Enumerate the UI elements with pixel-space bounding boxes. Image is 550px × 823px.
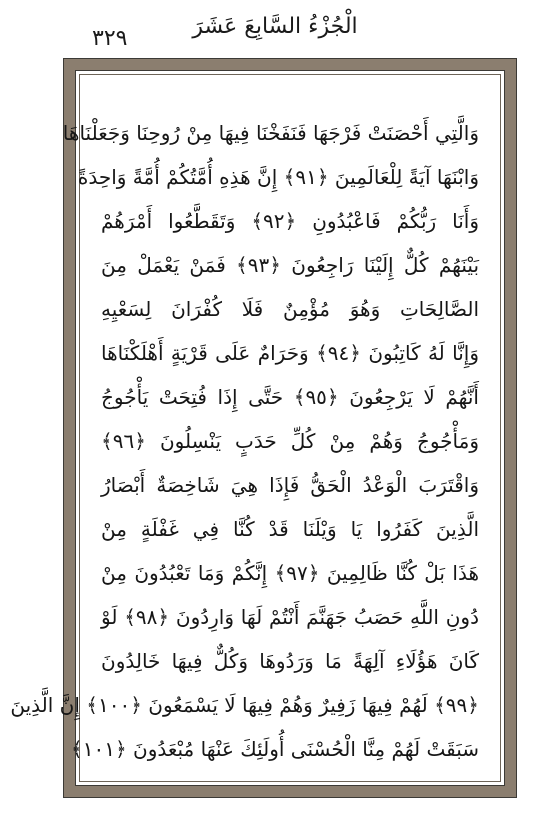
text-line-12: دُونِ اللَّهِ حَصَبُ جَهَنَّمَ أَنْتُمْ لَهَا وَارِدُونَ ﴿٩٨﴾ لَوْ	[101, 605, 479, 629]
text-line-1: وَالَّتِي أَحْصَنَتْ فَرْجَهَا فَنَفَخْنَا فِيهَا مِنْ رُوحِنَا وَجَعَلْنَاهَا	[62, 121, 479, 145]
text-line-13: كَانَ هَؤُلَاءِ آلِهَةً مَا وَرَدُوهَا وَكُلٌّ فِيهَا خَالِدُونَ	[101, 649, 479, 673]
page-header	[0, 0, 550, 60]
text-line-15: سَبَقَتْ لَهُمْ مِنَّا الْحُسْنَى أُولَئِكَ عَنْهَا مُبْعَدُونَ ﴿١٠١﴾	[70, 737, 479, 761]
verse-text	[10, 111, 480, 765]
text-line-3: وَأَنَا رَبُّكُمْ فَاعْبُدُونِ ﴿٩٢﴾ وَتَقَطَّعُوا أَمْرَهُمْ	[101, 209, 479, 233]
text-line-5: الصَّالِحَاتِ وَهُوَ مُؤْمِنٌ فَلَا كُفْرَانَ لِسَعْيِهِ	[101, 297, 479, 321]
text-line-8: وَمَأْجُوجُ وَهُمْ مِنْ كُلِّ حَدَبٍ يَنْسِلُونَ ﴿٩٦﴾	[101, 429, 479, 453]
text-line-9: وَاقْتَرَبَ الْوَعْدُ الْحَقُّ فَإِذَا هِيَ شَاخِصَةٌ أَبْصَارُ	[101, 473, 479, 497]
page-frame	[10, 58, 517, 798]
text-line-7: أَنَّهُمْ لَا يَرْجِعُونَ ﴿٩٥﴾ حَتَّى إِذَا فُتِحَتْ يَأْجُوجُ	[101, 385, 479, 409]
text-line-6: وَإِنَّا لَهُ كَاتِبُونَ ﴿٩٤﴾ وَحَرَامٌ عَلَى قَرْيَةٍ أَهْلَكْنَاهَا	[101, 341, 479, 365]
text-line-14: ﴿٩٩﴾ لَهُمْ فِيهَا زَفِيرٌ وَهُمْ فِيهَا لَا يَسْمَعُونَ ﴿١٠٠﴾ إِنَّ الَّذِينَ	[10, 693, 479, 717]
text-line-10: الَّذِينَ كَفَرُوا يَا وَيْلَنَا قَدْ كُنَّا فِي غَفْلَةٍ مِنْ	[101, 517, 479, 541]
text-line-11: هَذَا بَلْ كُنَّا ظَالِمِينَ ﴿٩٧﴾ إِنَّكُمْ وَمَا تَعْبُدُونَ مِنْ	[101, 561, 479, 585]
text-panel	[10, 70, 505, 786]
text-line-2: وَابْنَهَا آيَةً لِلْعَالَمِينَ ﴿٩١﴾ إِنَّ هَذِهِ أُمَّتُكُمْ أُمَّةً وَاحِدَةً	[77, 165, 479, 189]
juz-title: الْجُزْءُ السَّابِعَ عَشَرَ	[192, 14, 358, 39]
text-line-4: بَيْنَهُمْ كُلٌّ إِلَيْنَا رَاجِعُونَ ﴿٩٣﴾ فَمَنْ يَعْمَلْ مِنَ	[101, 253, 480, 277]
page-number: ٣٢٩	[92, 26, 128, 51]
